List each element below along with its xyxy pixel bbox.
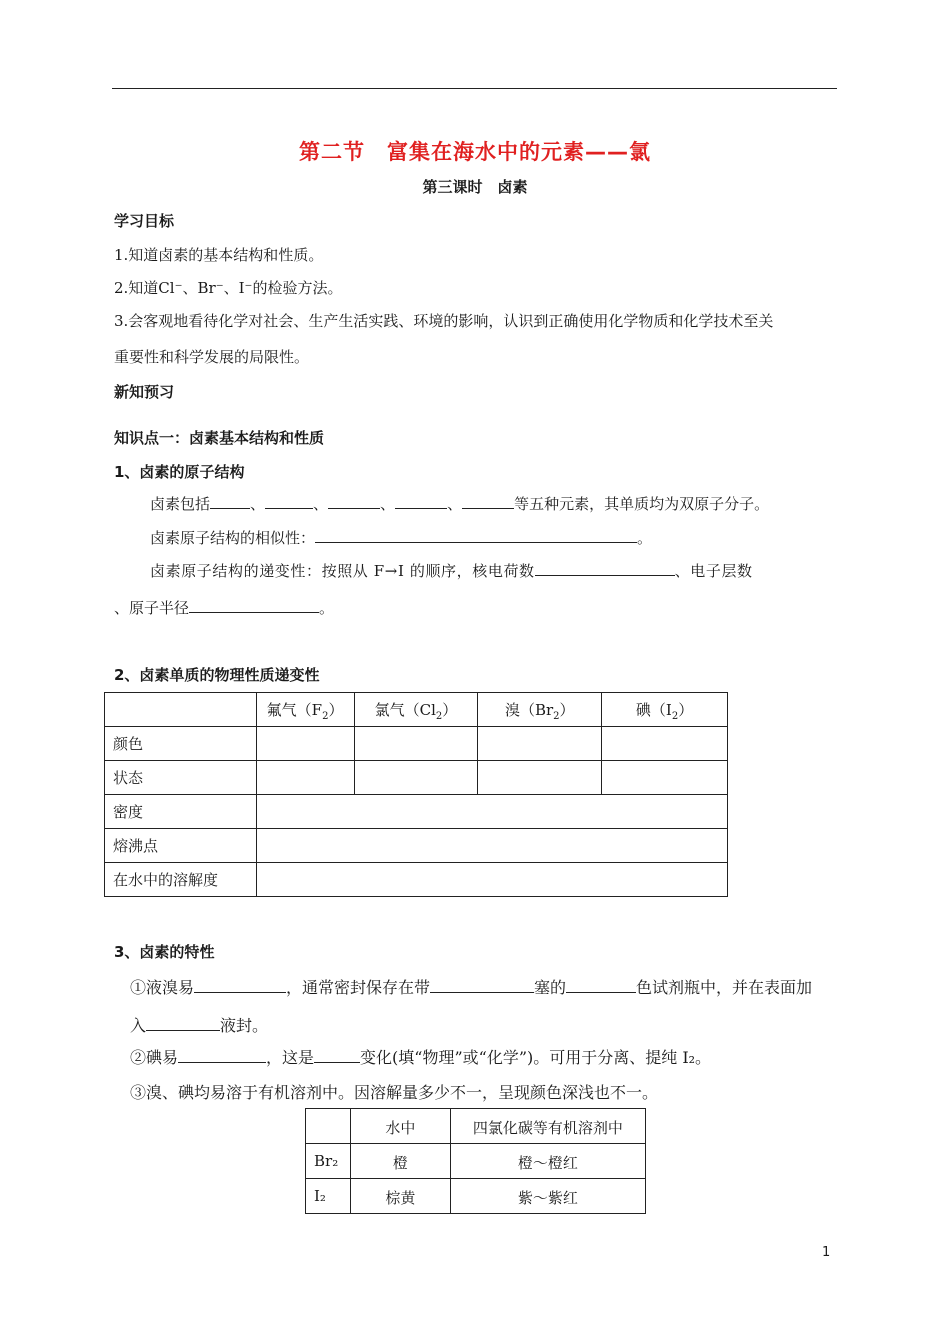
- page-title: 第二节 富集在海水中的元素——氯: [299, 140, 651, 164]
- row-label-br2: Br₂: [306, 1144, 351, 1179]
- table-cell: 橙: [350, 1144, 450, 1179]
- table-cell[interactable]: [354, 727, 478, 761]
- special-property-1: ①液溴易 ，通常密封保存在带 塞的 色试剂瓶中，并在表面加: [130, 978, 813, 997]
- blank-stopper[interactable]: [430, 977, 534, 993]
- col-organic-solvent: 四氯化碳等有机溶剂中: [450, 1109, 645, 1144]
- section1-heading: 1、卤素的原子结构: [114, 463, 245, 481]
- halogen-members-line: 卤素包括 、 、 、 、 等五种元素，其单质均为双原子分子。: [150, 495, 770, 513]
- row-label-i2: I₂: [306, 1179, 351, 1214]
- row-label-solubility: 在水中的溶解度: [105, 863, 257, 897]
- page-number: 1: [822, 1245, 831, 1260]
- objective-3: 3.会客观地看待化学对社会、生产生活实践、环境的影响，认识到正确使用化学物质和化学技术至关: [114, 312, 774, 330]
- blank-halogen-1[interactable]: [210, 493, 250, 509]
- blank-iodine-sublime[interactable]: [178, 1047, 266, 1063]
- table-cell[interactable]: [478, 761, 602, 795]
- table-cell[interactable]: [256, 863, 727, 897]
- table-cell[interactable]: [354, 761, 478, 795]
- table-cell: 棕黄: [350, 1179, 450, 1214]
- table-row: [105, 761, 728, 795]
- blank-bottle-color[interactable]: [566, 977, 636, 993]
- table-row: [105, 727, 728, 761]
- header-rule: [112, 88, 837, 89]
- table-cell[interactable]: [602, 761, 728, 795]
- row-label-state: 状态: [105, 761, 257, 795]
- blank-similarity[interactable]: [315, 527, 637, 543]
- table-cell: [306, 1109, 351, 1144]
- blank-atomic-radius[interactable]: [189, 597, 319, 613]
- objective-2: 2.知道Cl⁻、Br⁻、I⁻的检验方法。: [114, 279, 343, 297]
- atomic-radius-line: 、原子半径 。: [114, 599, 335, 617]
- blank-bromine-volatile[interactable]: [194, 977, 286, 993]
- special-property-2: ②碘易 ，这是 变化(填“物理”或“化学”)。可用于分离、提纯 I₂。: [130, 1048, 712, 1067]
- col-iodine: 碘$(I_2)$: [602, 693, 728, 727]
- similarity-line: 卤素原子结构的相似性： 。: [150, 529, 653, 547]
- lesson-subtitle: 第三课时 卤素: [422, 178, 528, 196]
- gradation-line: 卤素原子结构的递变性：按照从 F→I 的顺序，核电荷数 、电子层数: [150, 562, 753, 580]
- table-cell[interactable]: [478, 727, 602, 761]
- solvent-color-table: [305, 1108, 646, 1214]
- physical-properties-table: [104, 692, 728, 897]
- blank-halogen-4[interactable]: [395, 493, 447, 509]
- col-chlorine: 氯气$(Cl_2)$: [354, 693, 478, 727]
- table-cell[interactable]: [602, 727, 728, 761]
- blank-halogen-2[interactable]: [265, 493, 313, 509]
- blank-change-type[interactable]: [314, 1047, 360, 1063]
- row-label-color: 颜色: [105, 727, 257, 761]
- table-row: [105, 693, 728, 727]
- special-property-3: ③溴、碘均易溶于有机溶剂中。因溶解量多少不一，呈现颜色深浅也不一。: [130, 1083, 659, 1102]
- blank-halogen-5[interactable]: [462, 493, 514, 509]
- table-row: [105, 863, 728, 897]
- table-row: [105, 795, 728, 829]
- col-water: 水中: [350, 1109, 450, 1144]
- section3-heading: 3、卤素的特性: [114, 943, 215, 961]
- table-row: [306, 1109, 646, 1144]
- table-cell[interactable]: [256, 795, 727, 829]
- row-label-density: 密度: [105, 795, 257, 829]
- blank-liquid-seal[interactable]: [146, 1015, 220, 1031]
- col-fluorine: 氟气$(F_2)$: [256, 693, 354, 727]
- table-row: [105, 829, 728, 863]
- preview-heading: 新知预习: [114, 383, 175, 401]
- special-property-1-cont: 入 液封。: [130, 1016, 269, 1035]
- table-cell: 紫～紫红: [450, 1179, 645, 1214]
- objective-3-cont: 重要性和科学发展的局限性。: [114, 348, 310, 366]
- blank-halogen-3[interactable]: [328, 493, 380, 509]
- objectives-heading: 学习目标: [114, 212, 175, 230]
- section2-heading: 2、卤素单质的物理性质递变性: [114, 666, 320, 684]
- objective-1: 1.知道卤素的基本结构和性质。: [114, 246, 324, 264]
- table-cell[interactable]: [256, 829, 727, 863]
- table-cell[interactable]: [256, 727, 354, 761]
- table-cell[interactable]: [256, 761, 354, 795]
- table-row: [306, 1144, 646, 1179]
- knowledge-point-heading: 知识点一：卤素基本结构和性质: [114, 429, 325, 447]
- blank-nuclear-charge[interactable]: [535, 560, 675, 576]
- table-cell: [105, 693, 257, 727]
- col-bromine: 溴$(Br_2)$: [478, 693, 602, 727]
- table-cell: 橙～橙红: [450, 1144, 645, 1179]
- table-row: [306, 1179, 646, 1214]
- row-label-melting-boiling: 熔沸点: [105, 829, 257, 863]
